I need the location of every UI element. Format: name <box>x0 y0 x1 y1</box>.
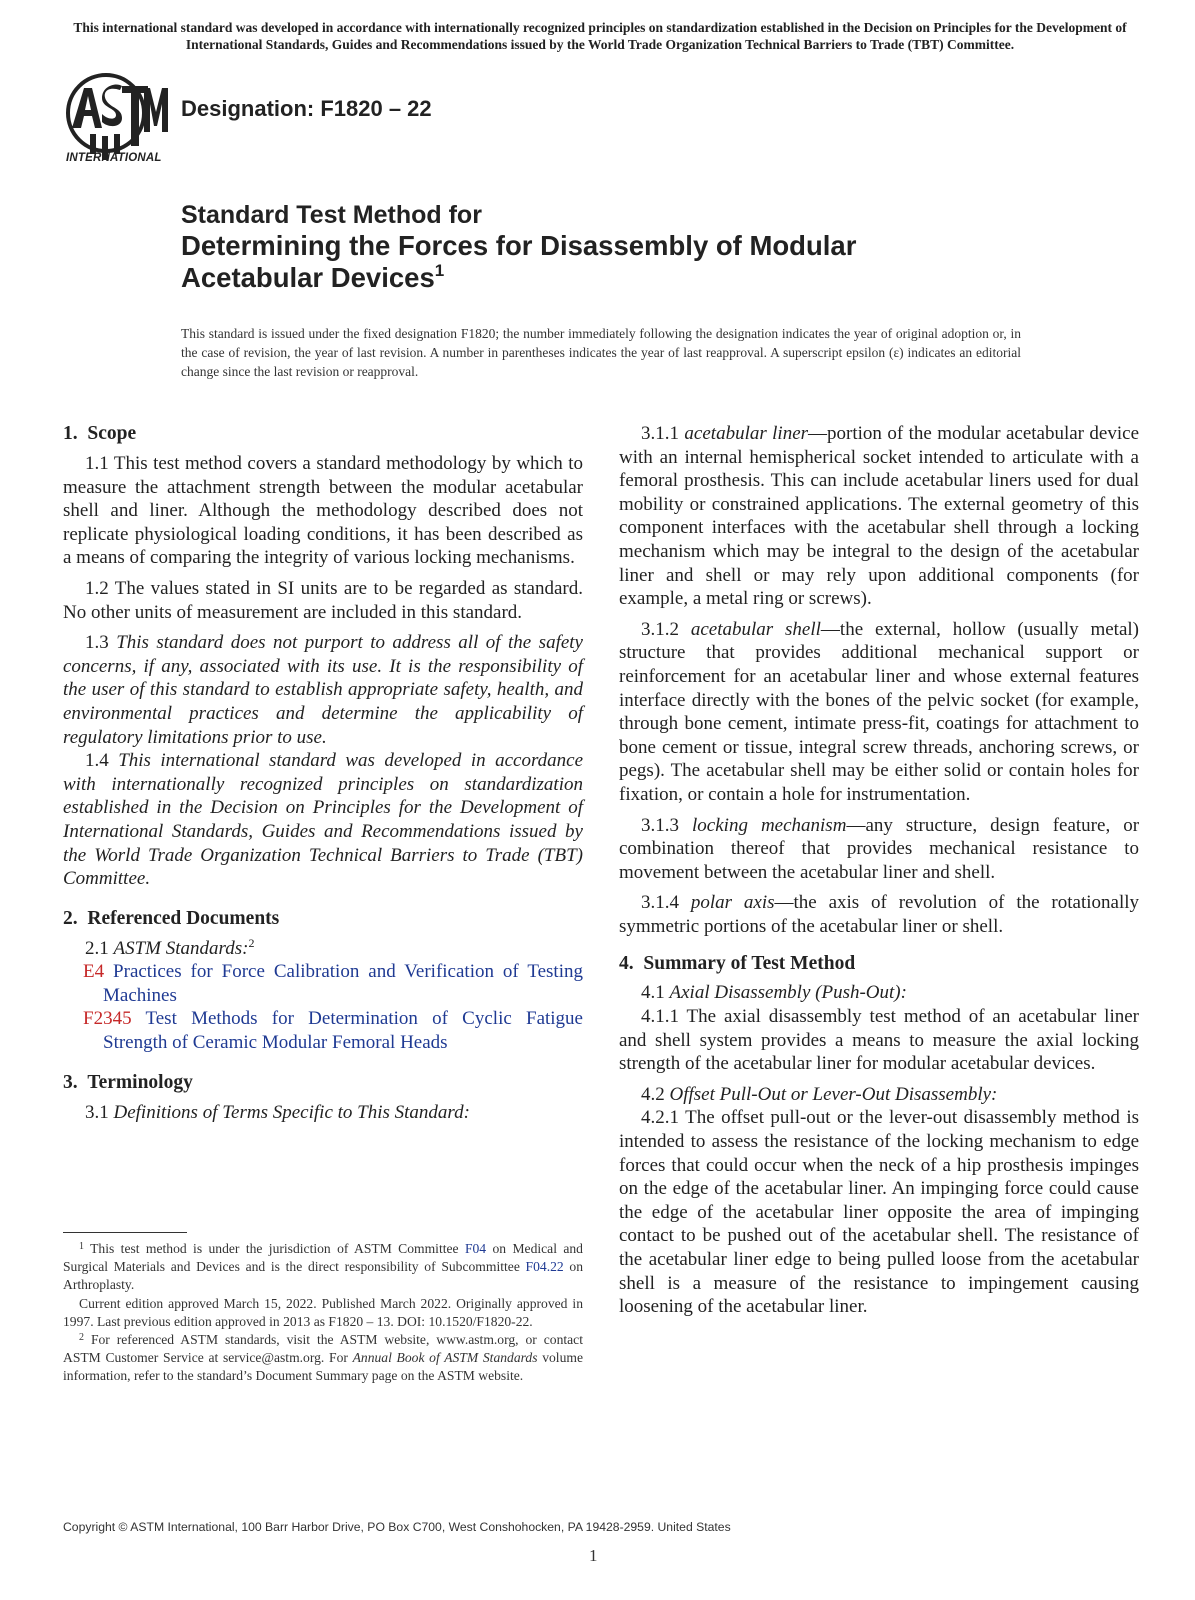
designation: Designation: F1820 – 22 <box>181 96 432 121</box>
paragraph-2-1: 2.1 ASTM Standards:$^2$ <box>85 935 255 959</box>
definition-locking-mechanism: 3.1.3 locking mechanism—any structure, design feature, or combination thereof that provides mechanical resistance to movement between the acetabular liner and shell. <box>619 814 1140 883</box>
section-heading-referenced-documents: 2. Referenced Documents <box>63 907 280 929</box>
committee-link-f04[interactable]: F04 <box>464 1241 487 1256</box>
page-number: 1 <box>589 1546 598 1565</box>
left-column <box>63 422 583 1124</box>
paragraph-1-3: 1.3 This standard does not purport to address all of the safety concerns, if any, associated with its use. It is the responsibility of the user of this standard to establish appropriate safety, health, and environmental practices and determine the applicability of regulatory limitations prior to use. <box>63 632 583 748</box>
title-footnote-mark: 1 <box>434 261 445 280</box>
paragraph-4-2: 4.2 Offset Pull-Out or Lever-Out Disassembly: <box>641 1083 998 1105</box>
reference-link-e4[interactable]: E4 Practices for Force Calibration and Verification of Testing Machines <box>83 961 583 1006</box>
paragraph-1-2: 1.2 The values stated in SI units are to be regarded as standard. No other units of measurement are included in this standard. <box>63 577 583 623</box>
document-title <box>181 200 1081 294</box>
footnote-divider <box>63 1232 187 1233</box>
section-heading-terminology: 3. Terminology <box>63 1071 193 1093</box>
top-notice: This international standard was developed in accordance with internationally recognized principles on standardization established in the Decision on Principles for the Development of International Standards, Guides and Recommendations issued by the World Trade Organization Technical Barriers to Trade (TBT) Committee. <box>73 20 1127 52</box>
section-heading-summary: 4. Summary of Test Method <box>619 953 856 975</box>
definition-acetabular-shell: 3.1.2 acetabular shell—the external, hollow (usually metal) structure that provides additional mechanical support or reinforcement for an acetabular liner and whose external features interface directly with the bones of the pelvic socket (for example, through bone cement, intimate press-fit, coatings for attachment to bone cement or tissue, integral screw threads, anchoring screws, or pegs). The acetabular shell may be either solid or contain holes for fixation, or contain a hole for instrumentation. <box>619 618 1140 805</box>
reference-link-f2345[interactable]: F2345 Test Methods for Determination of Cyclic Fatigue Strength of Ceramic Modular Femoral Heads <box>83 1008 583 1054</box>
logo-wordmark: INTERNATIONAL <box>66 152 162 164</box>
title-line-2: Determining the Forces for Disassembly of Modular <box>181 230 857 261</box>
paragraph-1-1: 1.1 This test method covers a standard methodology by which to measure the attachment strength between the modular acetabular shell and liner. Although the methodology described does not replicate physiological loading conditions, it has been described as a means of comparing the integrity of various locking mechanisms. <box>63 453 583 569</box>
section-heading-scope: 1. Scope <box>63 423 137 444</box>
issued-note: This standard is issued under the fixed designation F1820; the number immediately following the designation indicates the year of original adoption or, in the case of revision, the year of last revision. A number in parentheses indicates the year of last reapproval. A superscript epsilon (ε) indicates an editorial change since the last revision or reapproval. <box>181 326 1021 379</box>
definition-polar-axis: 3.1.4 polar axis—the axis of revolution of the rotationally symmetric portions of the acetabular liner or shell. <box>619 892 1140 937</box>
title-line-3: Acetabular Devices$^1$ <box>181 261 445 293</box>
paragraph-4-2-1: 4.2.1 The offset pull-out or the lever-out disassembly method is intended to assess the resistance of the locking mechanism to edge forces that could occur when the neck of a hip prosthesis impinges on the edge of the acetabular liner. An impinging force could cause the edge of the acetabular liner opposite the area of impinging contact to be pushed out of the acetabular shell. The resistance of the acetabular liner edge to being pulled loose from the acetabular shell is a measure of the resistance to impingement causing loosening of the acetabular liner. <box>619 1107 1139 1318</box>
subcommittee-link-f04-22[interactable]: F04.22 <box>525 1259 564 1275</box>
paragraph-1-4: 1.4 This international standard was developed in accordance with internationally recognized principles on standardization established in the Decision on Principles for the Development of International Standards, Guides and Recommendations issued by the World Trade Organization Technical Barriers to Trade (TBT) Committee. <box>63 750 583 890</box>
paragraph-4-1: 4.1 Axial Disassembly (Push-Out): <box>641 982 907 1004</box>
footnote-1-edition: Current edition approved March 15, 2022. Published March 2022. Originally approved in 1997. Last previous edition approved in 2013 as F1820 – 13. DOI: 10.1520/F1820-22. <box>63 1295 583 1329</box>
paragraph-3-1: 3.1 Definitions of Terms Specific to This Standard: <box>85 1101 470 1123</box>
paragraph-4-1-1: 4.1.1 The axial disassembly test method of an acetabular liner and shell system provides a means to measure the axial locking strength of the acetabular liner for modular acetabular devices. <box>619 1006 1139 1075</box>
footnotes <box>63 1240 583 1386</box>
definition-acetabular-liner: 3.1.1 acetabular liner—portion of the modular acetabular device with an internal hemispherical socket intended to articulate with a femoral prosthesis. This can include acetabular liners used for dual mobility or constrained applications. The external geometry of this component interfaces with the acetabular shell through a locking mechanism which may be integral to the design of the acetabular liner and shell or may rely upon additional components (for example, a metal ring or screws). <box>619 423 1140 610</box>
copyright-line: Copyright © ASTM International, 100 Barr Harbor Drive, PO Box C700, West Conshohocken, PA 19428-2959. United States <box>63 1520 731 1534</box>
right-column <box>619 422 1139 1319</box>
title-line-1: Standard Test Method for <box>181 201 482 229</box>
footnote-1: $^1$ This test method is under the jurisdiction of ASTM Committee F04 on Medical and Surgical Materials and Devices and is the direct responsibility of Subcommittee F04.22 on Arthroplasty. <box>63 1241 583 1293</box>
footnote-2: $^2$ For referenced ASTM standards, visit the ASTM website, www.astm.org, or contact ASTM Customer Service at service@astm.org. For Annual Book of ASTM Standards volume information, refer to the standard’s Document Summary page on the ASTM website. <box>63 1332 583 1384</box>
